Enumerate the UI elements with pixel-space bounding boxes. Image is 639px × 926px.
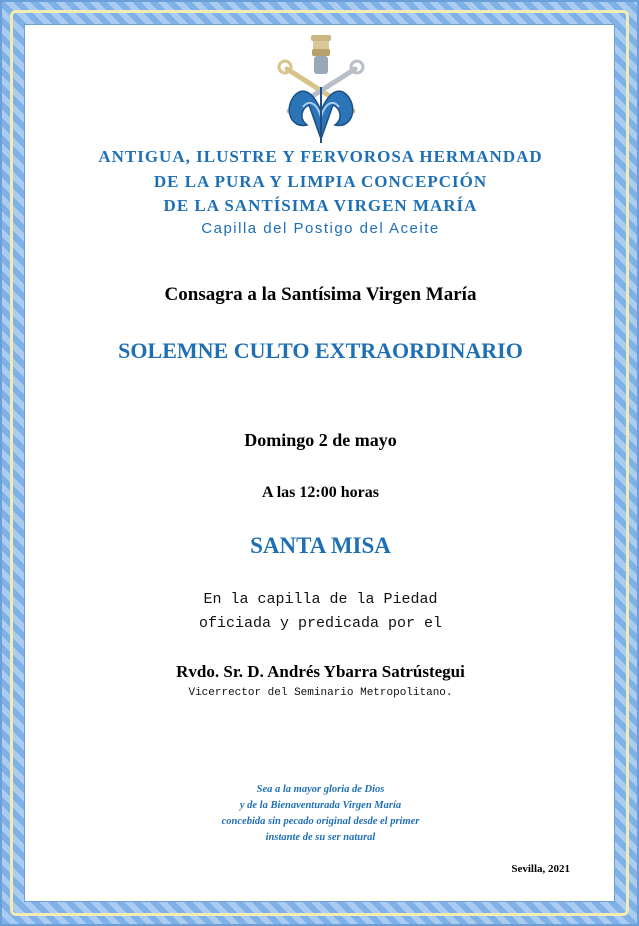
- consagra-heading: Consagra a la Santísima Virgen María: [164, 284, 477, 305]
- motto-line-2: y de la Bienaventurada Virgen María: [239, 800, 402, 811]
- poster-content: [24, 24, 615, 902]
- place-line-1: En la capilla de la Piedad: [203, 591, 438, 608]
- brotherhood-name-line-3: DE LA SANTÍSIMA VIRGEN MARÍA: [163, 196, 478, 215]
- event-title: SOLEMNE CULTO EXTRAORDINARIO: [118, 338, 523, 363]
- motto-line-4: instante de su ser natural: [265, 832, 376, 843]
- city-year: Sevilla, 2021: [511, 863, 570, 875]
- celebrant-role: Vicerrector del Seminario Metropolitano.: [188, 687, 453, 699]
- chapel-name: Capilla del Postigo del Aceite: [201, 220, 440, 237]
- event-time: A las 12:00 horas: [262, 484, 379, 501]
- brotherhood-name-line-2: DE LA PURA Y LIMPIA CONCEPCIÓN: [153, 172, 488, 191]
- place-line-2: oficiada y predicada por el: [198, 615, 443, 632]
- motto-line-1: Sea a la mayor gloria de Dios: [256, 784, 385, 795]
- brotherhood-name-line-1: ANTIGUA, ILUSTRE Y FERVOROSA HERMANDAD: [98, 147, 543, 166]
- mass-title: SANTA MISA: [250, 533, 391, 558]
- celebrant-name: Rvdo. Sr. D. Andrés Ybarra Satrústegui: [176, 662, 465, 681]
- motto-line-3: concebida sin pecado original desde el primer: [221, 816, 420, 827]
- event-date: Domingo 2 de mayo: [244, 430, 397, 450]
- marian-monogram-crest-icon: [273, 29, 369, 147]
